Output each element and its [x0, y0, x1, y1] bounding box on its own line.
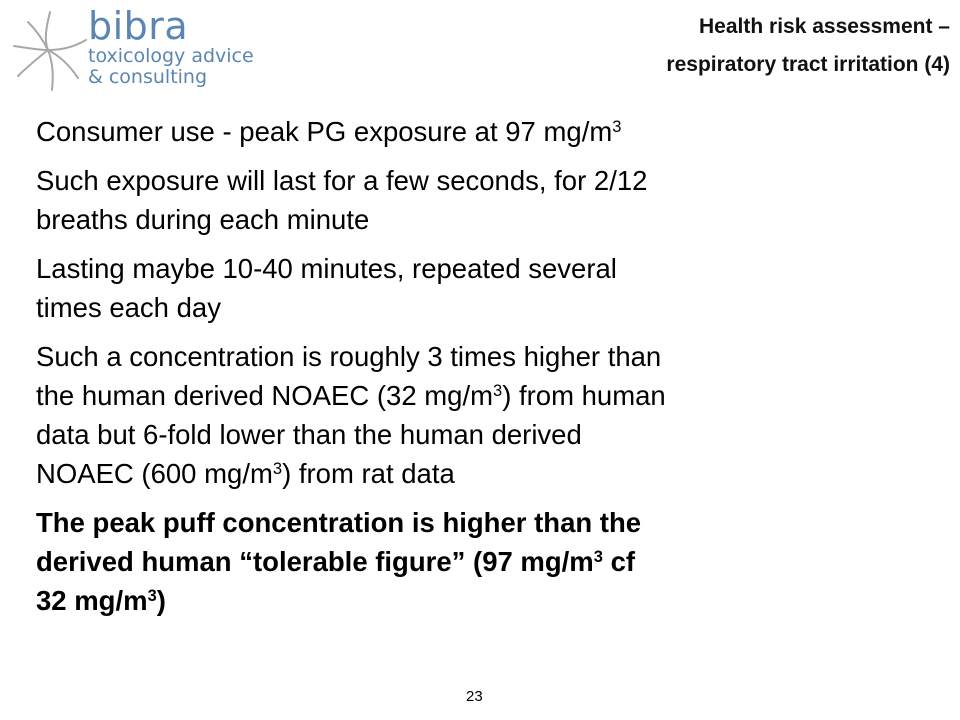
page-number: 23	[466, 688, 483, 705]
paragraph-concentration-comparison	[36, 337, 936, 493]
slide-title	[666, 8, 950, 84]
text-run: the human derived NOAEC (32 mg/m	[36, 380, 493, 411]
paragraph-conclusion	[36, 503, 936, 620]
logo-brand-name: bibra	[88, 4, 189, 48]
text-run: )	[156, 585, 166, 616]
logo-wordmark	[88, 6, 254, 88]
superscript: 3	[593, 547, 603, 566]
bibra-logo	[8, 6, 258, 98]
superscript: 3	[272, 459, 283, 478]
paragraph-line: Such exposure will last for a few seconds, for 2/12	[36, 165, 648, 196]
text-run: derived human “tolerable figure” (97 mg/m	[36, 546, 594, 577]
paragraph-exposure-duration	[36, 161, 936, 239]
text-run: 32 mg/m	[36, 585, 148, 616]
paragraph-line: breaths during each minute	[36, 204, 370, 235]
paragraph-line: Lasting maybe 10-40 minutes, repeated several	[36, 253, 617, 284]
logo-tagline-2: & consulting	[88, 66, 208, 88]
text-run: ) from human	[502, 380, 666, 411]
superscript: 3	[612, 117, 622, 136]
paragraph-line: times each day	[36, 292, 221, 323]
text-run: NOAEC (600 mg/m	[36, 458, 273, 489]
paragraph-line: Such a concentration is roughly 3 times higher than	[36, 341, 662, 372]
text-run: Consumer use - peak PG exposure at 97 mg/m	[36, 116, 613, 147]
superscript: 3	[493, 381, 503, 400]
paragraph-line: data but 6-fold lower than the human derived	[36, 419, 582, 450]
superscript: 3	[147, 586, 157, 605]
text-run: cf	[602, 546, 636, 577]
slide-title-line-2: respiratory tract irritation (4)	[666, 53, 950, 76]
paragraph-consumer-use	[36, 112, 936, 151]
paragraph-line	[36, 542, 936, 581]
bibra-logo-mark-icon	[8, 6, 92, 98]
text-run: ) from rat data	[282, 458, 455, 489]
slide-title-line-1: Health risk assessment –	[699, 15, 950, 38]
paragraph-line	[36, 112, 936, 151]
slide-body	[36, 112, 936, 630]
logo-tagline-1: toxicology advice	[88, 45, 254, 67]
paragraph-line	[36, 376, 936, 415]
paragraph-line: The peak puff concentration is higher than the	[36, 507, 642, 538]
paragraph-line	[36, 581, 936, 620]
paragraph-repetition	[36, 249, 936, 327]
paragraph-line	[36, 454, 936, 493]
